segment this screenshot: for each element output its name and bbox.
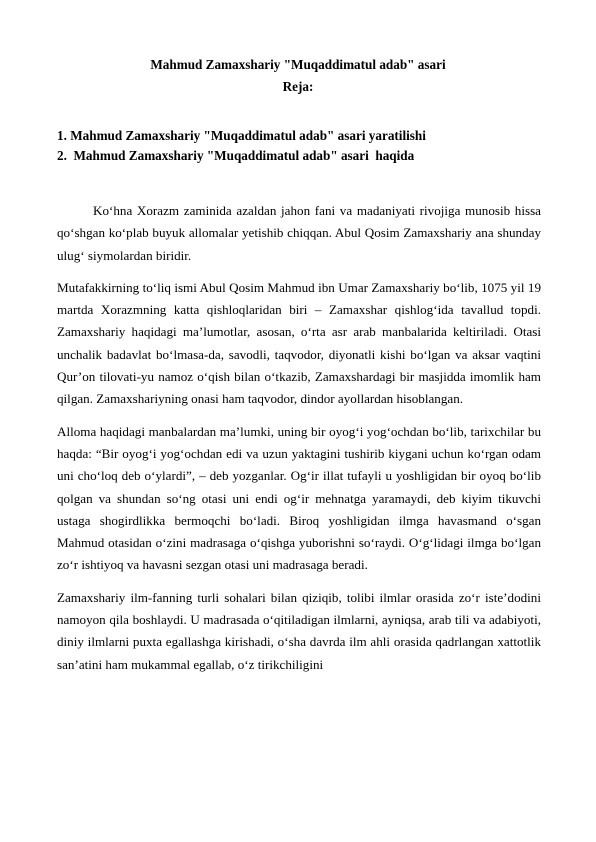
plan-heading: Reja: xyxy=(282,79,314,94)
document-title: Mahmud Zamaxshariy "Muqaddimatul adab" asari xyxy=(150,57,446,72)
paragraph-2: Mutafakkirning to‘liq ismi Abul Qosim Mahmud ibn Umar Zamaxshariy bo‘lib, 1075 yil 19 martda Xorazmning katta qishloqlaridan biri – Zamaxshar qishlog‘ida tavallud topdi. Zamaxshariy haqidagi ma’lumotlar, asosan, o‘rta asr arab manbalarida keltiriladi. Otasi unchalik badavlat bo‘lmasa-da, savodli, taqvodor, diyonatli kishi bo‘lgan va aksar vaqtini Qur’on tilovati-yu namoz o‘qish bilan o‘tkazib, Zamaxshardagi bir masjidda imomlik ham qilgan. Zamaxshariyning onasi ham taqvodor, dindor ayollardan hisoblangan. xyxy=(57,279,541,407)
body-text xyxy=(57,200,541,686)
paragraph-4: Zamaxshariy ilm-fanning turli sohalari bilan qiziqib, tolibi ilmlar orasida zo‘r iste’dodini namoyon qila boshlaydi. U madrasada o‘qitiladigan ilmlarni, ayniqsa, arab tili va adabiyoti, diniy ilmlarni puxta egallashga kirishadi, o‘sha davrda ilm ahli orasida qadrlangan xattotlik san’atini ham mukammal egallab, o‘z tirikchiligini xyxy=(57,589,541,672)
paragraph-3: Alloma haqidagi manbalardan ma’lumki, uning bir oyog‘i yog‘ochdan bo‘lib, tarixchilar bu haqda: “Bir oyog‘i yog‘ochdan edi va uzun yaktagini tushirib kiygani uchun ko‘rgan odam uni cho‘loq deb o‘ylardi”, – deb yozganlar. Og‘ir illat tufayli u yoshligidan bir oyoq bo‘lib qolgan va shundan so‘ng otasi uni endi og‘ir mehnatga yaramaydi, deb kiyim tikuvchi ustaga shogirdlikka bermoqchi bo‘ladi. Biroq yoshligidan ilmga havasmand o‘sgan Mahmud otasidan o‘zini madrasaga o‘qishga yuborishni so‘raydi. O‘g‘lidagi ilmga bo‘lgan zo‘r ishtiyoq va havasni sezgan otasi uni madrasaga beradi. xyxy=(57,423,541,573)
paragraph-1: Ko‘hna Xorazm zaminida azaldan jahon fani va madaniyati rivojiga munosib hissa qo‘shgan ko‘plab buyuk allomalar yetishib chiqqan. Abul Qosim Zamaxshariy ana shunday ulug‘ siymolardan biridir. xyxy=(57,203,541,263)
plan-item-2: 2. Mahmud Zamaxshariy "Muqaddimatul adab" asari haqida xyxy=(57,148,415,163)
plan-item-1: 1. Mahmud Zamaxshariy "Muqaddimatul adab" asari yaratilishi xyxy=(57,128,426,143)
plan-list xyxy=(57,126,557,166)
